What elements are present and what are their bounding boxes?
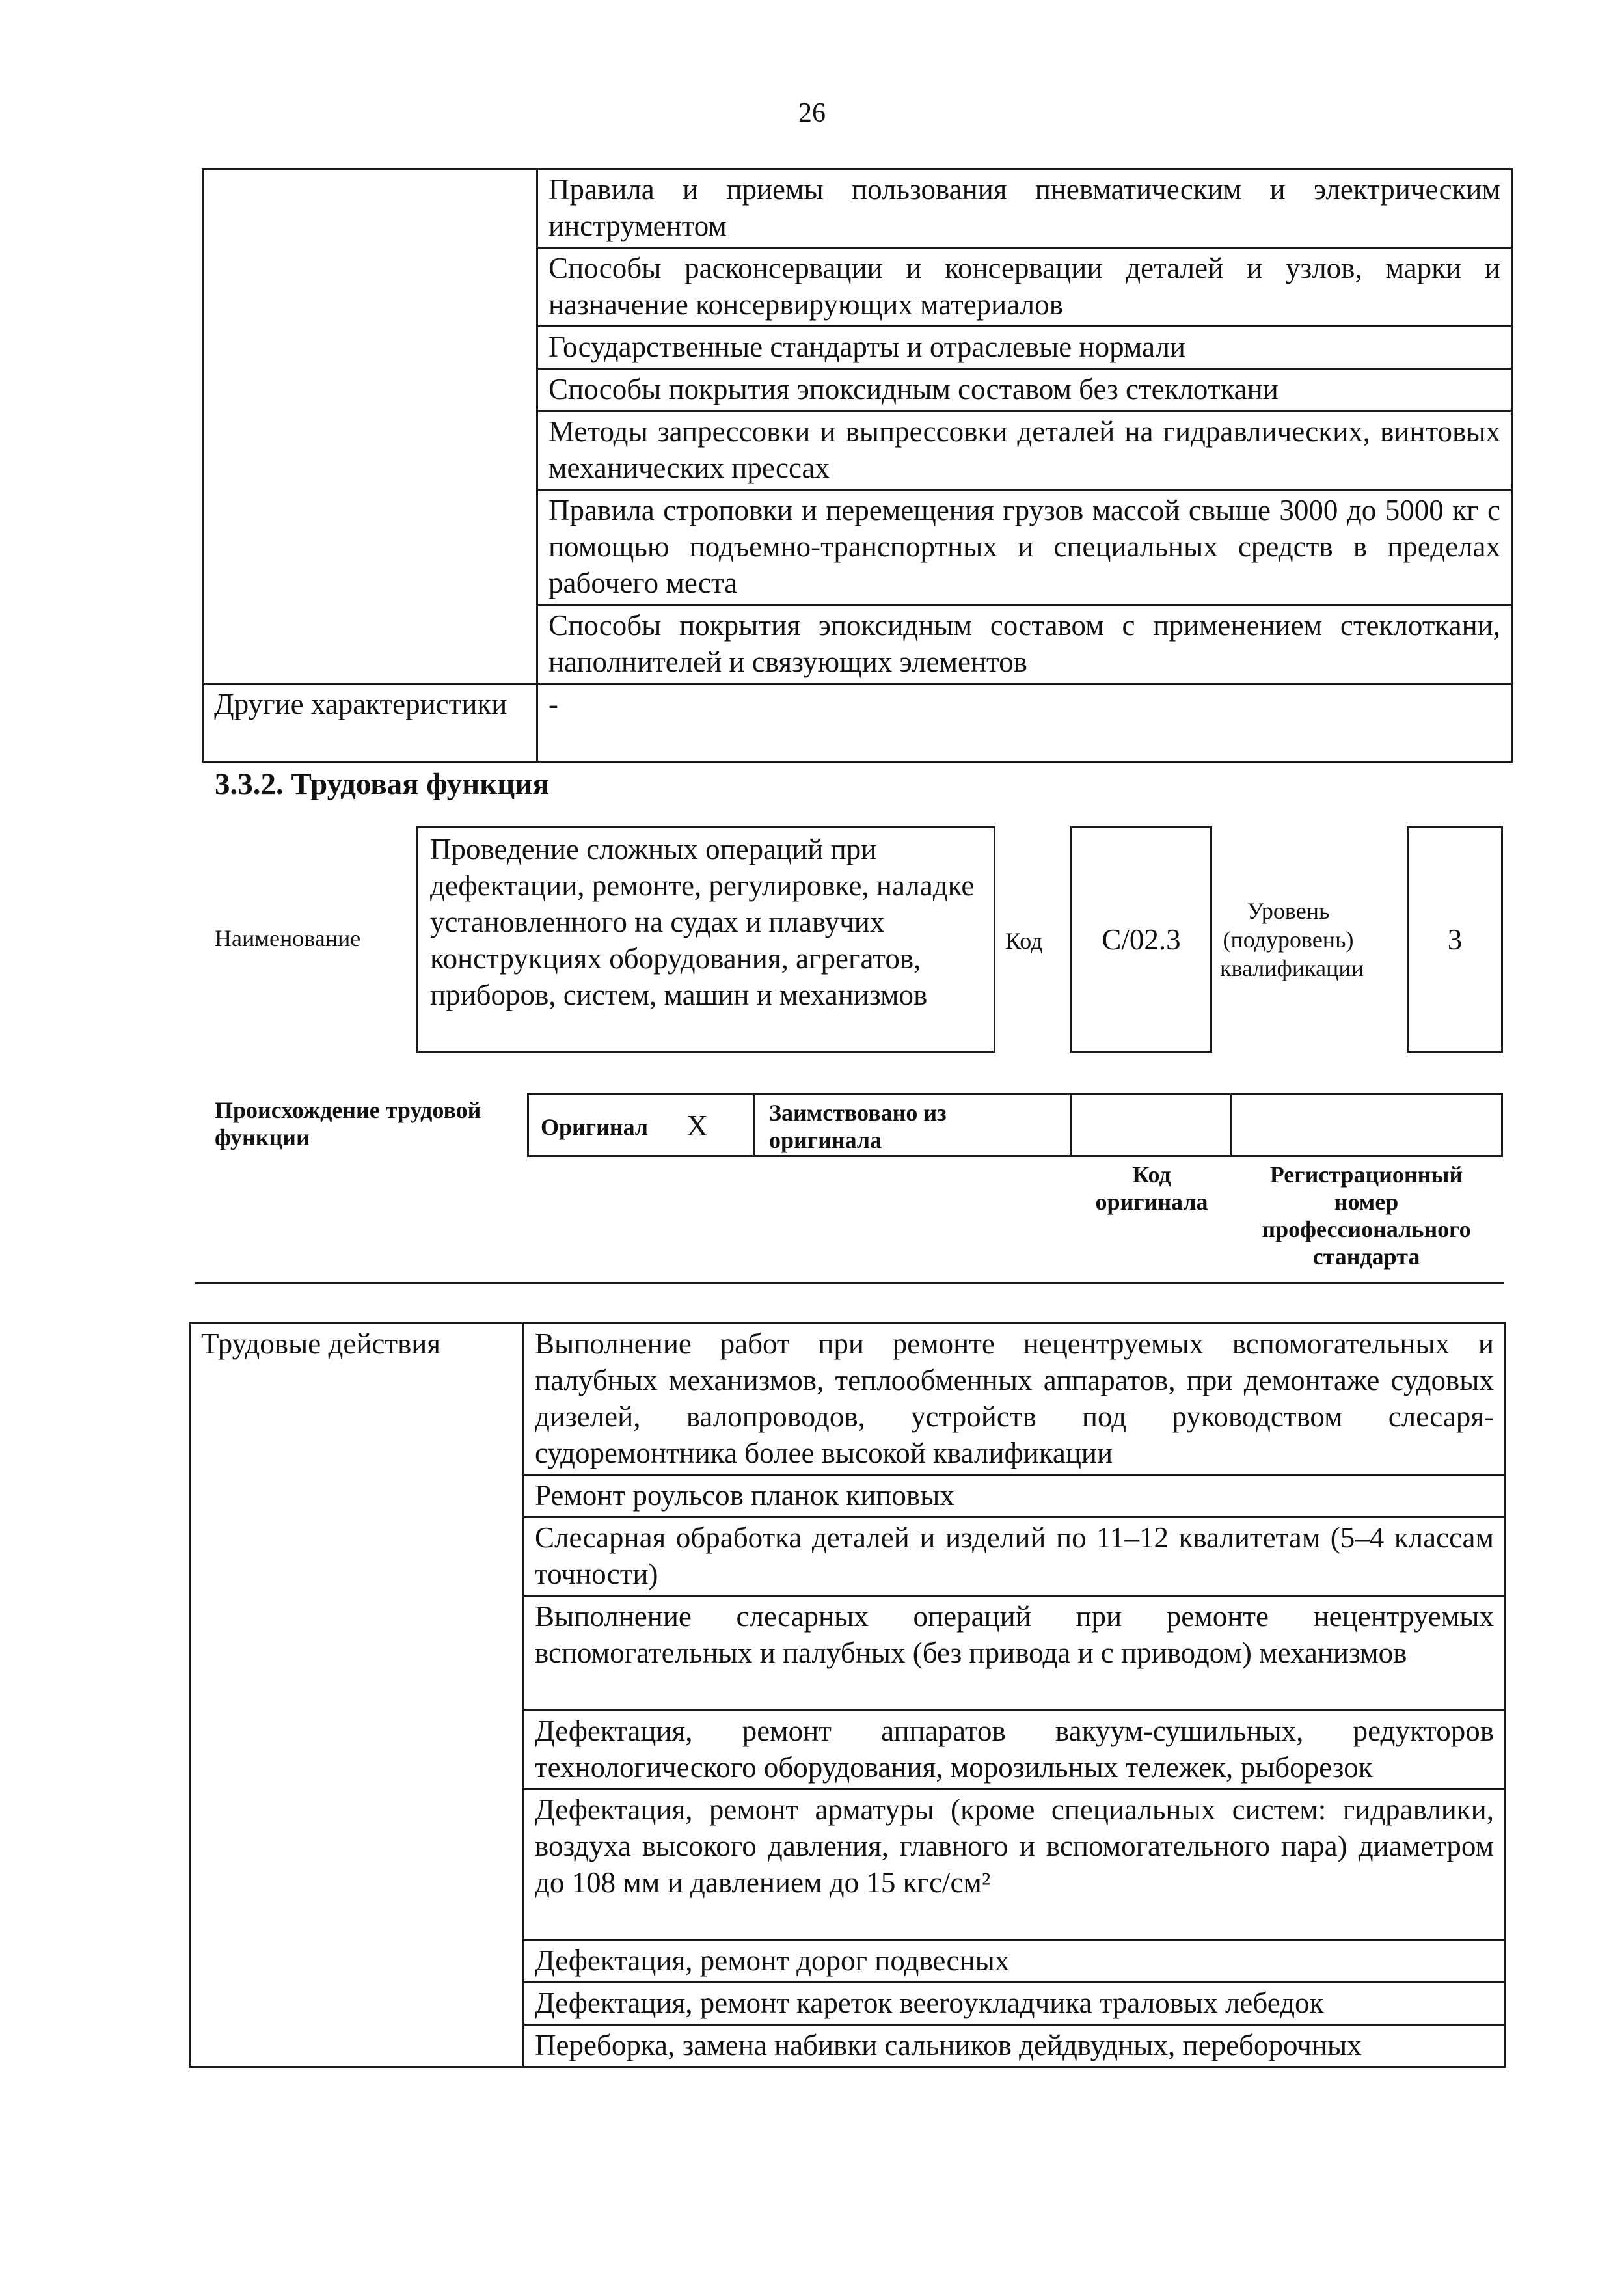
knowledge-row: Способы расконсервации и консервации деталей и узлов, марки и назначение консервирующих материалов [537, 248, 1512, 327]
level-value: 3 [1447, 923, 1463, 956]
origin-label: Происхождение трудовой функции [215, 1097, 481, 1150]
knowledge-row: Правила строповки и перемещения грузов массой свыше 3000 до 5000 кг с помощью подъемно-транспортных и специальных средств в пределах рабочего места [537, 490, 1512, 605]
action-row: Выполнение работ при ремонте нецентруемых вспомогательных и палубных механизмов, теплообменных аппаратов, при демонтаже судовых дизелей, валопроводов, устройств под руководством слесаря-судоремонтника более высокой квалификации [524, 1324, 1506, 1475]
empty-label-cell [203, 169, 537, 684]
page-number: 26 [798, 98, 826, 128]
knowledge-row: Способы покрытия эпоксидным составом с применением стеклоткани, наполнителей и связующих элементов [537, 605, 1512, 684]
action-row: Дефектация, ремонт дорог подвесных [524, 1940, 1506, 1983]
action-row: Выполнение слесарных операций при ремонте нецентруемых вспомогательных и палубных (без привода и с приводом) механизмов [524, 1596, 1506, 1711]
name-label: Наименование [215, 925, 361, 951]
other-characteristics-label: Другие характеристики [203, 684, 537, 762]
labour-actions-table [189, 1322, 1506, 2068]
code-value: C/02.3 [1102, 923, 1181, 956]
section-heading: 3.3.2. Трудовая функция [215, 767, 549, 801]
function-name: Проведение сложных операций при дефектации, ремонте, регулировке, наладке установленного на судах и плавучих конструкциях оборудования, агрегатов, приборов, систем, машин и механизмов [430, 833, 975, 1011]
code-original-caption: Код оригинала [1095, 1161, 1208, 1215]
other-characteristics-value: - [537, 684, 1512, 762]
action-row: Переборка, замена набивки сальников дейдвудных, переборочных [524, 2025, 1506, 2067]
action-row: Ремонт роульсов планок киповых [524, 1475, 1506, 1517]
knowledge-table [202, 168, 1513, 763]
function-name-box [416, 826, 995, 1053]
code-box [1070, 826, 1212, 1053]
action-row: Дефектация, ремонт кареток вееroукладчика траловых лебедок [524, 1983, 1506, 2025]
origin-original-box [527, 1093, 755, 1157]
separator-line [195, 1282, 1504, 1284]
action-row: Дефектация, ремонт арматуры (кроме специальных систем: гидравлики, воздуха высокого давления, главного и вспомогательного пара) диаметром до 108 мм и давлением до 15 кгс/см² [524, 1789, 1506, 1940]
knowledge-row: Способы покрытия эпоксидным составом без стеклоткани [537, 369, 1512, 411]
knowledge-row: Государственные стандарты и отраслевые нормали [537, 327, 1512, 369]
reg-number-caption: Регистрационный номер профессионального стандарта [1262, 1161, 1471, 1270]
action-row: Дефектация, ремонт аппаратов вакуум-сушильных, редукторов технологического оборудования, морозильных тележек, рыборезок [524, 1711, 1506, 1789]
borrowed-box [753, 1093, 1072, 1157]
level-label: Уровень (подуровень) квалификации [1220, 898, 1364, 981]
borrowed-label: Заимствовано из оригинала [769, 1100, 947, 1153]
knowledge-row: Правила и приемы пользования пневматическим и электрическим инструментом [537, 169, 1512, 248]
original-label: Оригинал [541, 1114, 649, 1140]
code-label: Код [1005, 928, 1043, 954]
original-mark: X [686, 1109, 709, 1142]
level-box [1407, 826, 1503, 1053]
action-row: Слесарная обработка деталей и изделий по 11–12 квалитетам (5–4 классам точности) [524, 1517, 1506, 1596]
reg-number-box [1230, 1093, 1503, 1157]
labour-actions-label: Трудовые действия [190, 1324, 524, 2067]
code-original-box [1070, 1093, 1232, 1157]
knowledge-row: Методы запрессовки и выпрессовки деталей на гидравлических, винтовых механических прессах [537, 411, 1512, 490]
